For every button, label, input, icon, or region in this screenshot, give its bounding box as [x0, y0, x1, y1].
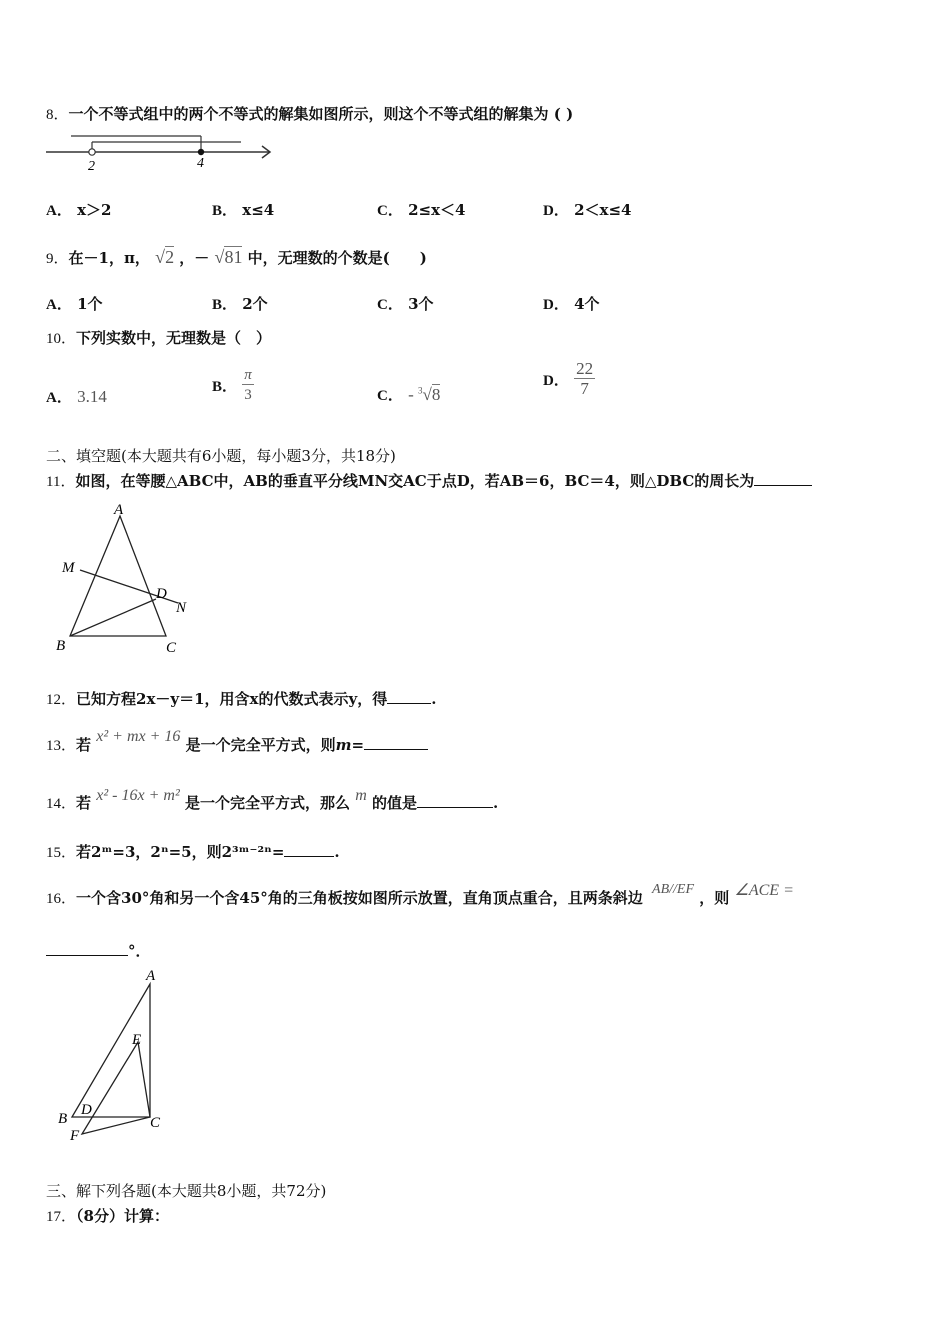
svg-text:C: C — [166, 640, 177, 656]
q15-stem: 15．若2ᵐ=3，2ⁿ=5，则2³ᵐ⁻²ⁿ= . — [46, 843, 340, 861]
svg-text:N: N — [176, 600, 187, 616]
q11-triangle-figure — [50, 500, 200, 660]
q17-stem: 17．（8分）计算： — [46, 1207, 169, 1225]
q12-stem: 12．已知方程2x－y＝1，用含x的代数式表示y，得 . — [46, 690, 437, 708]
svg-text:A: A — [114, 502, 124, 518]
svg-text:B: B — [58, 1111, 68, 1127]
section-3-heading: 三、解下列各题(本大题共8小题，共72分) — [46, 1182, 327, 1200]
q8-option-d[interactable]: D． 2＜x≤4 — [543, 201, 632, 219]
q16-stem: 16．一个含30°角和另一个含45°角的三角板按如图所示放置，直角顶点重合，且两条斜边 AB//EF ，则 ∠ACE = — [46, 882, 794, 907]
q10-option-d[interactable]: D． $\frac{22}{7}$ — [543, 359, 594, 398]
q9-option-c[interactable]: C． 3个 — [377, 295, 434, 313]
q14-stem: 14．若 x² - 16x + m² 是一个完全平方式，那么 m 的值是 . — [46, 787, 499, 812]
q14-expression: x² - 16x + m² — [96, 787, 180, 804]
svg-text:C: C — [150, 1115, 161, 1131]
sqrt-81: √81 — [214, 247, 243, 267]
q11-answer-blank[interactable] — [754, 471, 812, 486]
q16-parallel-expr: AB//EF — [652, 882, 695, 897]
q10-option-c[interactable]: C． - $^3$√8 — [377, 385, 441, 404]
svg-text:B: B — [56, 638, 66, 654]
q9-option-b[interactable]: B． 2个 — [212, 295, 268, 313]
triangle-30deg — [72, 984, 150, 1117]
label-4: 4 — [197, 156, 204, 171]
q8-option-a[interactable]: A． x＞2 — [46, 201, 112, 219]
q16-answer-blank[interactable] — [46, 941, 128, 956]
svg-text:D: D — [156, 586, 167, 602]
q14-answer-blank[interactable] — [417, 793, 493, 808]
q8-number-line — [44, 130, 276, 172]
q9-stem: 9．在－1，π， √2 ，－ √81 中，无理数的个数是( ) — [46, 247, 427, 267]
q12-answer-blank[interactable] — [387, 689, 431, 704]
q9-option-d[interactable]: D． 4个 — [543, 295, 600, 313]
triangle-45deg — [82, 1042, 150, 1134]
q16-line2: °． — [46, 940, 151, 961]
svg-text:E: E — [132, 1032, 142, 1048]
triangle-abc — [70, 516, 166, 636]
q13-answer-blank[interactable] — [364, 735, 428, 750]
q16-triangles-figure — [52, 962, 182, 1147]
svg-text:F: F — [70, 1128, 80, 1144]
q8-option-b[interactable]: B． x≤4 — [212, 201, 275, 219]
q13-stem: 13．若 x² + mx + 16 是一个完全平方式，则m= — [46, 734, 428, 755]
svg-text:D: D — [81, 1102, 92, 1118]
q10-option-a[interactable]: A． 3.14 — [46, 387, 107, 406]
open-point — [89, 149, 95, 155]
q10-stem: 10．下列实数中，无理数是（ ） — [46, 329, 272, 347]
q8-stem: 8．一个不等式组中的两个不等式的解集如图所示，则这个不等式组的解集为 ( ) — [46, 105, 574, 123]
q9-option-a[interactable]: A． 1个 — [46, 295, 103, 313]
svg-text:A: A — [146, 968, 156, 984]
q15-answer-blank[interactable] — [284, 842, 334, 857]
q16-angle-expr: ∠ACE = — [734, 882, 794, 899]
label-2: 2 — [88, 159, 95, 172]
q10-option-b[interactable]: B． $\frac{\pi}{3}$ — [212, 367, 252, 403]
svg-text:M: M — [62, 560, 75, 576]
sqrt-2: √2 — [155, 247, 175, 267]
q8-option-c[interactable]: C． 2≤x＜4 — [377, 201, 466, 219]
q13-expression: x² + mx + 16 — [96, 728, 181, 745]
q11-stem: 11．如图，在等腰△ABC中，AB的垂直平分线MN交AC于点D，若AB＝6，BC＝4，则△DBC的周长为 — [46, 470, 812, 491]
section-2-heading: 二、填空题(本大题共有6小题，每小题3分，共18分) — [46, 447, 396, 465]
closed-point — [198, 149, 204, 155]
